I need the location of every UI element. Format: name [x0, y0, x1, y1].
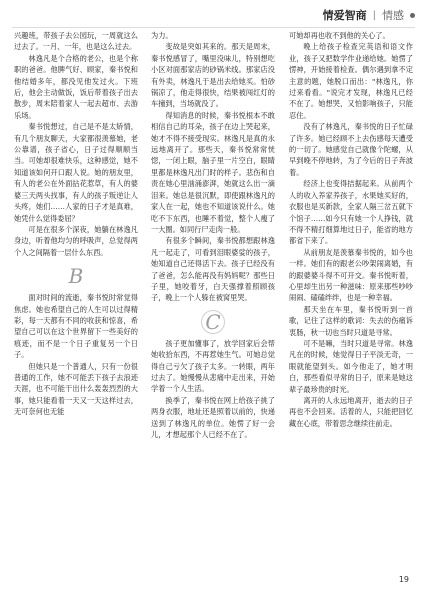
paragraph: 没有了林逸凡，秦书悦的日子忙碌了许多。她已经顾不上去伤感每天遭受的一切了。她感觉自己就像个陀螺，从早到晚不停地转，为了今后的日子奔波着。: [289, 122, 413, 177]
paragraph: 从前朋友是羡慕秦书悦的，如今也一样。她们有的跟老公吵架闹离婚，有的跟婆婆斗得不可开交。秦书悦听着，心里却生出另一种滋味：原来那些吵吵闹闹、磕磕绊绊，也是一种幸福。: [289, 247, 413, 303]
text-column-3: [289, 30, 413, 570]
category-label: 情感: [382, 9, 404, 22]
paragraph: 得知消息的时候，秦书悦根本不敢相信自己的耳朵，孩子在边上哭起来，她才不得不接受现实。林逸凡是真的永远地离开了。那些天，秦书悦常常恍惚，一闭上眼，脑子里一片空白，眼睛里都是林逸凡出门时的样子。悲伤和自责在她心里汹涌澎湃，她就这么出一滴泪来。她总是很沉默，即使跟林逸凡的家人在一起，她也不知道该说什么。她吃不下东西，也睡不着觉，整个人瘦了一大圈。如同行尸走肉一般。: [151, 110, 275, 234]
section-letter-b: B: [68, 264, 84, 289]
section-letter-c: C: [205, 309, 221, 334]
section-circle-icon: [201, 310, 225, 334]
section-title: 情爱智商: [322, 9, 367, 22]
paragraph: 可不是嘛，当时只道是寻常。林逸凡在的时候，她觉得日子平淡无奇，一眼就能望到头。如今他走了，她才明白，那些看似寻常的日子，原来是她这辈子最珍贵的时光。: [289, 338, 413, 394]
paragraph: 有很多个瞬间，秦书悦都想跟林逸凡一起走了，可看到泪眼婆娑的孩子，她知道自己还得活下去。孩子已经没有了爸爸，怎么能再没有妈妈呢？那些日子里，她咬着牙，白天强撑着照顾孩子，晚上一个人躲在被窝里哭。: [151, 236, 275, 303]
paragraph: 可她却再也收不到他的关心了。: [289, 31, 390, 40]
page-number: 19: [398, 575, 409, 584]
paragraph: 林逸凡是个合格的老公，也是个称职的爸爸。他脾气好、顾家，秦书悦和他结婚多年，都没见他发过火。下班后，他会主动做饭，饭后带着孩子出去散步，周末陪着家人一起去超市、去游乐场。: [14, 53, 138, 120]
paragraph: 兴趣班，带孩子去公园玩，一周就这么过去了。一月、一年，也是这么过去。: [14, 31, 138, 52]
header-rule: [12, 27, 415, 28]
text-column-1: [14, 30, 138, 570]
text-column-2: [151, 30, 275, 570]
page-header: [12, 5, 415, 25]
header-separator: |: [372, 9, 376, 21]
paragraph: 面对时间的流逝，秦书悦时常觉得焦虑。她也希望自己的人生可以过得精彩，每一天都有不同的收获和惊喜，希望自己可以在这个世界留下一些美好的痕迹，而不是一个日子重复另一个日子。: [14, 293, 138, 360]
paragraph: 经济上也变得拮据起来。从前两个人的收入养家养孩子，水果她买好的，衣服也是买新款，全家人隔三岔五就下个馆子……如今只有她一个人挣钱，就不得不精打细算地过日子，能省的地方都省下来了。: [289, 179, 413, 246]
paragraph: 晚上给孩子检查完英语和语文作业，孩子又把数学作业递给她。她愣了愣神，开始接着检查。偶尔遇到拿不定主意的题，她脱口而出："林逸凡，你过来看看。"说完才发现，林逸凡已经不在了。她想哭，又怕影响孩子，只能忍住。: [289, 42, 413, 120]
paragraph: 为力。: [151, 31, 173, 40]
section-marker-b: [14, 264, 138, 288]
paragraph: 变故是突如其来的。那天是周末，秦书悦感冒了，嘴里没味儿，特别想吃小区对面那家店的砂锅米线。那家店没有外卖，林逸凡于是出去给她买。怕砂锅凉了，他走得很快，结果被闯红灯的车撞到，当场就没了。: [151, 42, 275, 109]
bullet-icon: [410, 13, 415, 18]
paragraph: 离开的人永远地离开，逝去的日子再也不会回来。活着的人，只能把回忆藏在心底，带着思念继续往前走。: [289, 396, 413, 428]
paragraph: 但她只是一个普通人，只有一份很普通的工作，她不可能丢下孩子去浪迹天涯，也不可能干出什么轰轰烈烈的大事，她只能看着一天又一天这样过去，无可奈何也无能: [14, 361, 138, 417]
paragraph: 秦书悦想过，自己是不是太矫情，有几个朋友聊天，大家都很羡慕她，老公靠谱，孩子省心，日子过得顺顺当当。可她却很难快乐，这种感觉，她不知道该如何开口跟人说。她的朋友里，有人的老公在外面拈花惹草，有人的婆婆三天两头找事，有人的孩子叛逆让人头疼，她们……人家的日子才是真难，她凭什么觉得委屈？: [14, 122, 138, 223]
paragraph: 换季了，秦书悦在网上给孩子挑了两身衣服，地址还是照着以前的，快递送到了林逸凡的单位。她愣了好一会儿，才想起那个人已经不在了。: [151, 395, 275, 439]
paragraph: 那天坐在车里，秦书悦听到一首歌，记住了这样的歌词：失去的伤痛诉衷肠，秋一切也当时只道是寻常。: [289, 304, 413, 337]
paragraph: 孩子更加懂事了，放学回家后会帮她收拾东西，不再惹她生气。可她总觉得自己亏欠了孩子太多。一转眼，两年过去了。她慢慢从悲痛中走出来，开始学着一个人生活。: [151, 338, 275, 394]
paragraph: 可是在很多个深夜，她躺在林逸凡身边，听着他均匀的呼吸声，总觉得两个人之间隔着一层什么东西。: [14, 224, 138, 257]
section-marker-c: [151, 310, 275, 334]
